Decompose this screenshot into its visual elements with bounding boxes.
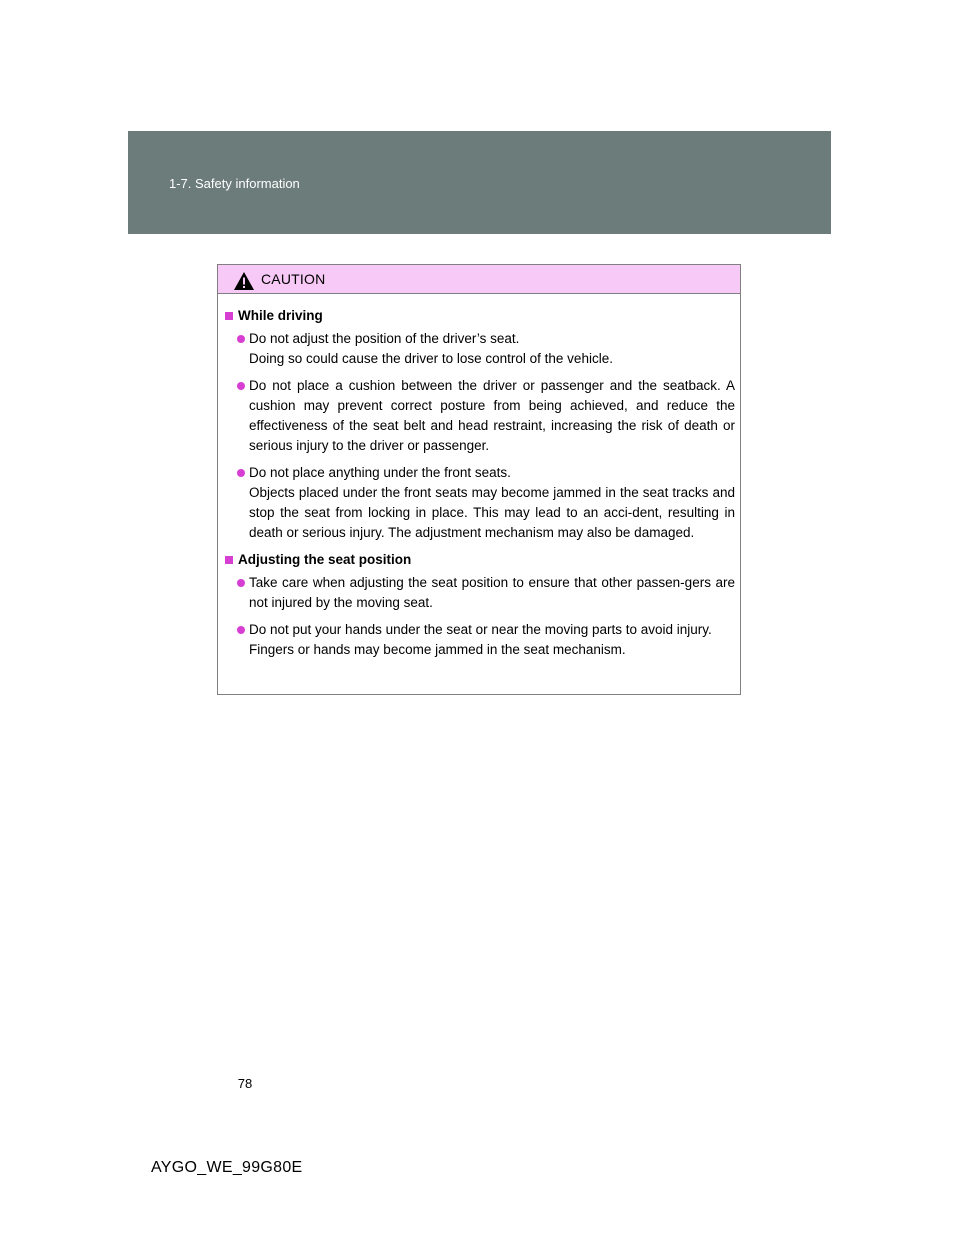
- list-item: [224, 376, 735, 456]
- section-heading-adjusting-seat: [224, 550, 735, 570]
- round-bullet-icon: [237, 626, 245, 634]
- list-item: [224, 329, 735, 369]
- doc-code: AYGO_WE_99G80E: [151, 1159, 303, 1176]
- list-item: [224, 620, 735, 660]
- caution-header: [218, 265, 740, 294]
- item-line: Take care when adjusting the seat position to ensure that other passen-gers are not injured by the moving seat.: [249, 575, 735, 610]
- item-line: Do not place anything under the front seats.: [249, 465, 511, 480]
- round-bullet-icon: [237, 335, 245, 343]
- round-bullet-icon: [237, 469, 245, 477]
- item-line: Do not put your hands under the seat or near the moving parts to avoid injury.: [249, 622, 712, 637]
- section-heading-while-driving: [224, 306, 735, 326]
- square-bullet-icon: [225, 312, 233, 320]
- list-item: [224, 573, 735, 613]
- heading-text: While driving: [238, 308, 323, 323]
- section-title: 1-7. Safety information: [169, 176, 300, 191]
- header-band: [128, 131, 831, 234]
- round-bullet-icon: [237, 579, 245, 587]
- item-line: Do not adjust the position of the driver’s seat.: [249, 331, 520, 346]
- heading-text: Adjusting the seat position: [238, 552, 412, 567]
- page-number: 78: [237, 1076, 253, 1091]
- item-line: Objects placed under the front seats may become jammed in the seat tracks and stop the seat from locking in place. This may lead to an acci-dent, resulting in death or serious injury. The adjustment mechanism may also be damaged.: [249, 485, 735, 540]
- warning-triangle-icon: [233, 271, 255, 291]
- list-item: [224, 463, 735, 543]
- caution-label: CAUTION: [261, 271, 326, 287]
- square-bullet-icon: [225, 556, 233, 564]
- item-line: Fingers or hands may become jammed in the seat mechanism.: [249, 642, 626, 657]
- item-line: Do not place a cushion between the driver or passenger and the seatback. A cushion may prevent correct posture from being achieved, and reduce the effectiveness of the seat belt and head restraint, increasing the risk of death or serious injury to the driver or passenger.: [249, 378, 735, 453]
- round-bullet-icon: [237, 382, 245, 390]
- caution-box: [217, 264, 741, 695]
- item-line: Doing so could cause the driver to lose control of the vehicle.: [249, 351, 613, 366]
- caution-body: [218, 294, 740, 660]
